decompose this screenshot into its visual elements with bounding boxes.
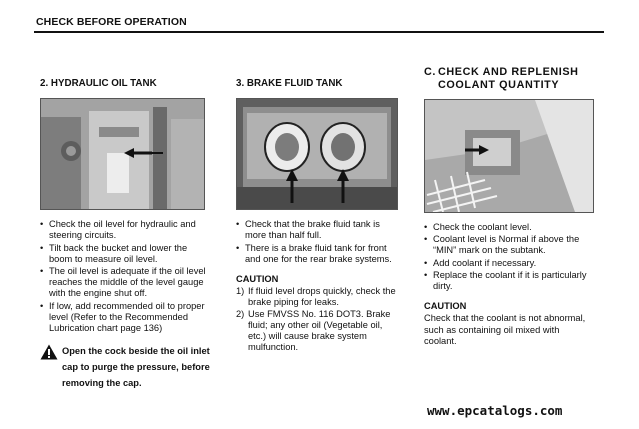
list-item: • Add coolant if necessary. (424, 258, 594, 269)
list-item (236, 309, 401, 354)
list-item: • There is a brake fluid tank for front and one for the rear brake systems. (236, 243, 401, 265)
list-item: • Check the oil level for hydraulic and steering circuits. (40, 219, 210, 241)
caution-text: Check that the coolant is not abnormal, such as containing oil mixed with coolant. (424, 313, 586, 346)
list-item: • Check the coolant level. (424, 222, 594, 233)
section-title-line2: COOLANT QUANTITY (438, 78, 560, 91)
section-title (424, 66, 594, 91)
item-number: 2) (236, 308, 245, 319)
caution-heading: CAUTION (424, 301, 467, 312)
footer-website-url: www.epcatalogs.com (427, 403, 563, 418)
section-hydraulic-oil-tank (40, 78, 210, 391)
list-item: • If low, add recommended oil to proper level (Refer to the Recommended Lubrication chart page 136) (40, 301, 210, 335)
list-item: • Tilt back the bucket and lower the boom to measure oil level. (40, 243, 210, 265)
hydraulic-tank-photo (40, 98, 205, 210)
brake-fluid-tank-photo (236, 98, 398, 210)
section-brake-fluid-tank (236, 78, 401, 353)
coolant-instructions-list (424, 222, 594, 292)
section-title: 2. HYDRAULIC OIL TANK (40, 78, 157, 89)
coolant-subtank-photo (424, 99, 594, 213)
warning-note (40, 343, 210, 391)
warning-text: Open the cock beside the oil inlet cap to purge the pressure, before removing the cap. (62, 346, 210, 389)
list-item: • Replace the coolant if it is particularly dirty. (424, 270, 594, 292)
item-text: If fluid level drops quickly, check the brake piping for leaks. (248, 286, 396, 308)
section-coolant-quantity (424, 66, 594, 347)
brake-caution-list (236, 286, 401, 353)
warning-icon (40, 344, 58, 360)
item-number: 1) (236, 286, 245, 297)
list-item: • Check that the brake fluid tank is more than half full. (236, 219, 401, 241)
page-header-title: CHECK BEFORE OPERATION (36, 16, 187, 28)
header-divider (34, 31, 604, 33)
caution-heading: CAUTION (236, 274, 279, 285)
item-text: Use FMVSS No. 116 DOT3. Brake fluid; any other oil (Vegetable oil, etc.) will cause brake system mulfunction. (248, 308, 391, 353)
list-item (236, 286, 401, 308)
list-item: • Coolant level is Normal if above the “MIN” mark on the subtank. (424, 234, 594, 256)
list-item: • The oil level is adequate if the oil level reaches the middle of the level gauge with the engine shut off. (40, 266, 210, 300)
section-title-line1: CHECK AND REPLENISH (438, 66, 579, 78)
brake-instructions-list (236, 219, 401, 265)
section-title: 3. BRAKE FLUID TANK (236, 78, 343, 89)
section-letter: C. (424, 66, 436, 78)
hydraulic-instructions-list (40, 219, 210, 334)
